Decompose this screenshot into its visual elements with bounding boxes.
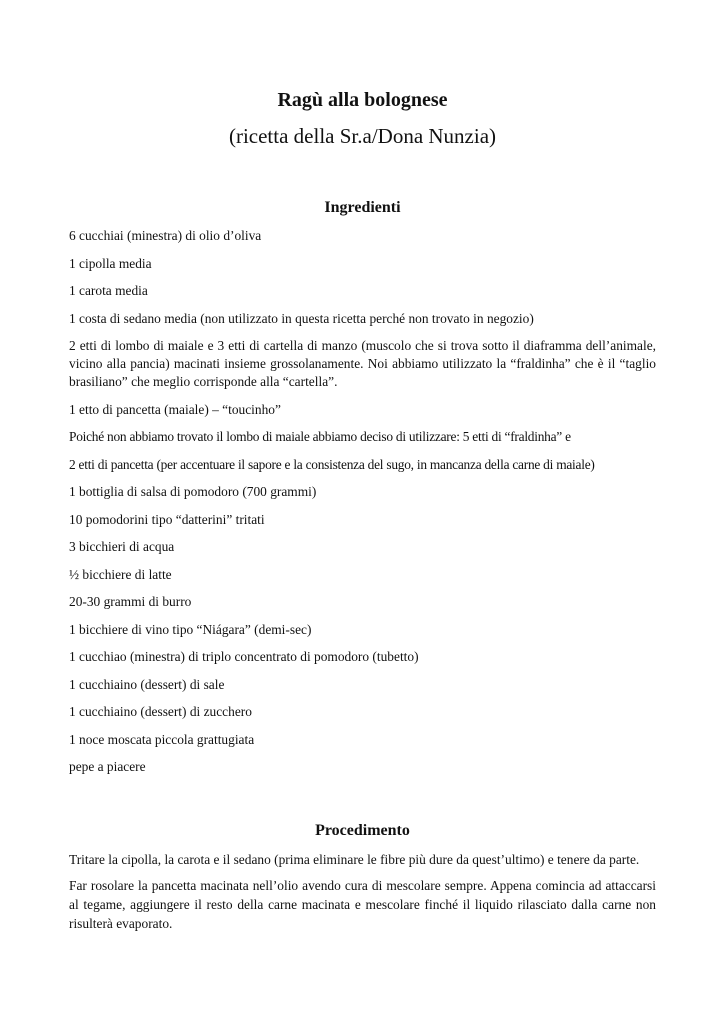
ingredient-item: pepe a piacere	[69, 759, 146, 774]
ingredient-item: 2 etti di lombo di maiale e 3 etti di cartella di manzo (muscolo che si trova sotto il diaframma dell’animale, vicino alla pancia) macinati insieme grossolanamente. Noi abbiamo utilizzato la “fraldinha” che è il “taglio brasiliano” che meglio corrisponde alla “cartella”.	[69, 338, 656, 389]
ingredient-item: 20-30 grammi di burro	[69, 594, 192, 609]
ingredient-item: 1 noce moscata piccola grattugiata	[69, 731, 255, 747]
ingredient-item: 6 cucchiai (minestra) di olio d’oliva	[69, 228, 262, 243]
procedure-paragraph: Tritare la cipolla, la carota e il sedano (prima eliminare le fibre più dure da quest’ultimo) e tenere da parte.	[69, 852, 640, 867]
procedure-text	[69, 850, 656, 940]
ingredient-item: 1 bicchiere di vino tipo “Niágara” (demi-sec)	[69, 621, 312, 637]
ingredient-item: 1 carota media	[69, 283, 148, 298]
recipe-title: Ragù alla bolognese	[277, 89, 448, 111]
procedure-paragraph: Far rosolare la pancetta macinata nell’olio avendo cura di mescolare sempre. Appena comincia ad attaccarsi al tegame, aggiungere il resto della carne macinata e mescolare finché il liquido rilasciato dalla carne non risulterà evaporato.	[69, 878, 656, 931]
recipe-subtitle: (ricetta della Sr.a/Dona Nunzia)	[228, 124, 497, 148]
ingredients-list	[69, 227, 656, 786]
ingredient-item: 1 cipolla media	[69, 255, 152, 271]
ingredient-item: 3 bicchieri di acqua	[69, 539, 175, 554]
ingredient-item: 2 etti di pancetta (per accentuare il sapore e la consistenza del sugo, in mancanza della carne di maiale)	[69, 456, 595, 472]
ingredient-item: 1 bottiglia di salsa di pomodoro (700 grammi)	[69, 484, 317, 499]
ingredient-item: ½ bicchiere di latte	[69, 566, 172, 582]
ingredient-item: 1 costa di sedano media (non utilizzato in questa ricetta perché non trovato in negozio)	[69, 310, 534, 326]
ingredient-item: 1 etto di pancetta (maiale) – “toucinho”	[69, 401, 281, 417]
ingredient-item: Poiché non abbiamo trovato il lombo di maiale abbiamo deciso di utilizzare: 5 etti di “fraldinha” e	[69, 429, 571, 444]
ingredient-item: 10 pomodorini tipo “datterini” tritati	[69, 511, 265, 527]
ingredient-item: 1 cucchiaino (dessert) di zucchero	[69, 704, 252, 719]
ingredient-item: 1 cucchiaino (dessert) di sale	[69, 676, 225, 692]
procedure-heading: Procedimento	[315, 822, 410, 839]
ingredients-heading: Ingredienti	[324, 199, 401, 216]
ingredient-item: 1 cucchiao (minestra) di triplo concentrato di pomodoro (tubetto)	[69, 649, 419, 664]
